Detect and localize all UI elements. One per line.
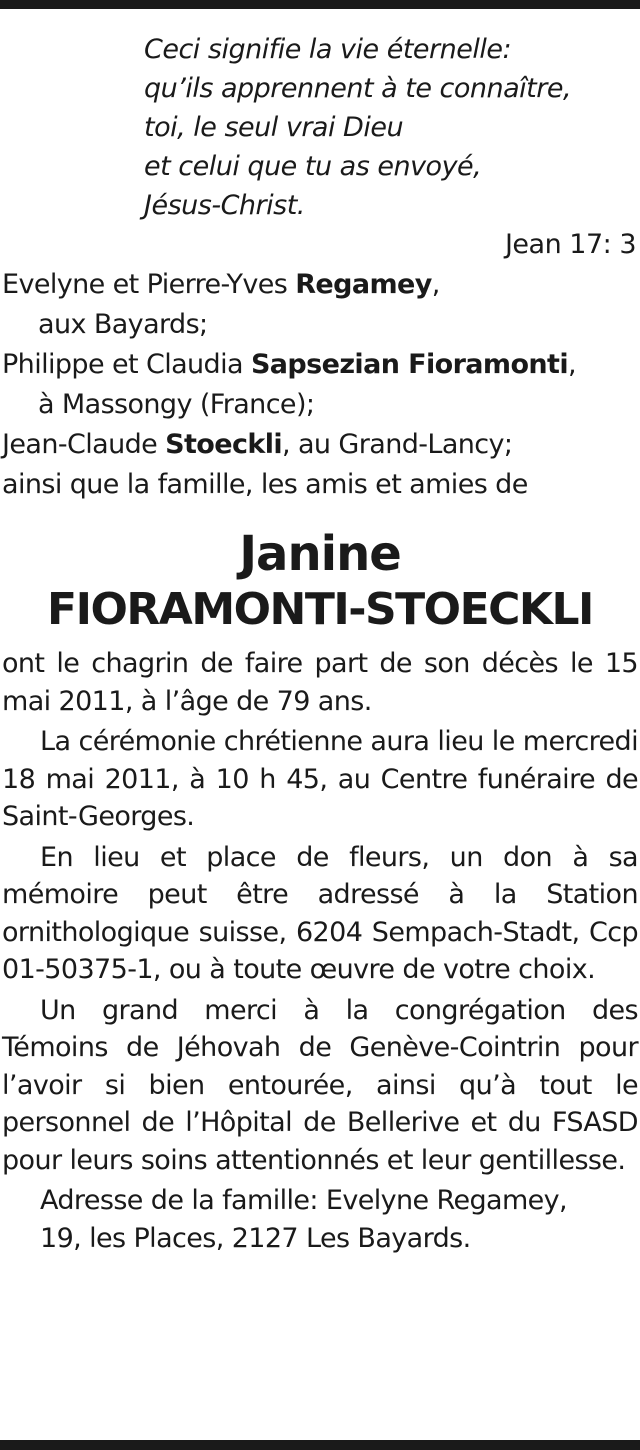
family-punctuation: , [431, 269, 440, 300]
top-border-rule [0, 0, 640, 9]
address-line: Adresse de la famille: Evelyne Regamey, [40, 1185, 568, 1216]
family-location: , au Grand-Lancy; [282, 429, 513, 460]
deceased-name [0, 527, 640, 637]
family-surname: Sapsezian Fioramonti [250, 349, 568, 380]
family-punctuation: , [567, 349, 576, 380]
family-location-line: aux Bayards; [38, 309, 208, 340]
family-member-line [0, 265, 640, 305]
donation-paragraph: En lieu et place de fleurs, un don à sa mémoire peut être adressé à la Station ornithologique suisse, 6204 Sempach-Stadt, Ccp 01-50375-1, ou à toute œuvre de votre choix. [2, 841, 638, 985]
family-closing-line: ainsi que la famille, les amis et amies de [2, 469, 528, 500]
thanks-paragraph: Un grand merci à la congrégation des Témoins de Jéhovah de Genève-Cointrin pour l’avoir si bien entourée, ainsi qu’à tout le personnel de l’Hôpital de Bellerive et du FSASD pour leurs soins attentionnés et leur gentillesse. [2, 994, 638, 1176]
verse-line: qu’ils apprennent à te connaître, [144, 73, 572, 104]
ceremony-paragraph: La cérémonie chrétienne aura lieu le mercredi 18 mai 2011, à 10 h 45, au Centre funéraire de Saint-Georges. [2, 726, 638, 832]
notice-body [0, 645, 640, 1257]
family-surname: Regamey [295, 269, 432, 300]
family-location-line: à Massongy (France); [38, 389, 315, 420]
verse-line: Jésus-Christ. [144, 190, 305, 221]
bible-verse [144, 30, 640, 225]
family-member-names: Evelyne et Pierre-Yves [2, 269, 296, 300]
deceased-first-name: Janine [239, 526, 401, 582]
family-member-line [0, 345, 640, 385]
family-member-names: Jean-Claude [2, 429, 166, 460]
bottom-border-rule [0, 1440, 640, 1450]
family-address [0, 1182, 640, 1257]
verse-line: et celui que tu as envoyé, [144, 151, 482, 182]
deceased-last-name: FIORAMONTI-STOECKLI [47, 584, 593, 635]
announcement-paragraph: ont le chagrin de faire part de son décès le 15 mai 2011, à l’âge de 79 ans. [2, 648, 638, 717]
verse-reference: Jean 17: 3 [504, 229, 636, 260]
obituary-notice [0, 30, 640, 1260]
family-member-line [0, 425, 640, 465]
family-list [0, 265, 640, 505]
address-line: 19, les Places, 2127 Les Bayards. [40, 1222, 471, 1254]
family-member-names: Philippe et Claudia [2, 349, 251, 380]
family-surname: Stoeckli [165, 429, 283, 460]
verse-line: Ceci signifie la vie éternelle: [144, 34, 512, 65]
verse-line: toi, le seul vrai Dieu [144, 112, 404, 143]
